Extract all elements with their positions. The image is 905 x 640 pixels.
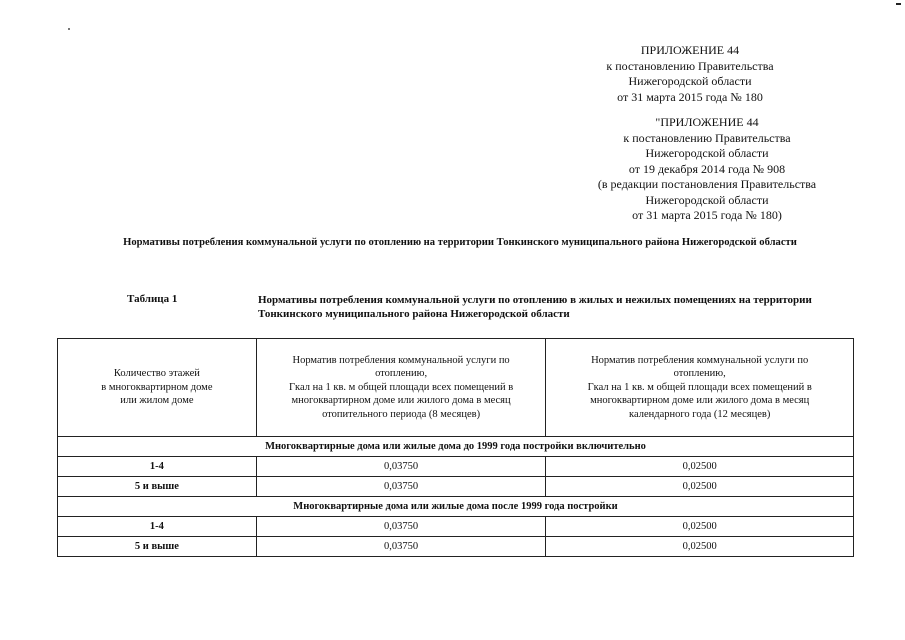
calendar-year-value: 0,02500 [546, 517, 854, 537]
header-heating-period-norm [256, 339, 546, 437]
scan-speck [896, 3, 901, 5]
header-line: календарного года (12 месяцев) [629, 408, 771, 420]
section-title: Многоквартирные дома или жилые дома до 1999 года постройки включительно [58, 437, 854, 457]
calendar-year-value: 0,02500 [546, 457, 854, 477]
header-line: или жилом доме [120, 395, 194, 407]
section-row [58, 497, 854, 517]
appendix-line: от 31 марта 2015 года № 180) [632, 208, 782, 222]
header-line: отопительного периода (8 месяцев) [322, 408, 481, 420]
appendix-line: ПРИЛОЖЕНИЕ 44 [640, 43, 740, 57]
appendix-line: Нижегородской области [645, 192, 769, 207]
scan-speck [68, 28, 70, 30]
norms-table [57, 338, 854, 557]
header-line: Гкал на 1 кв. м общей площади всех помещений в [587, 381, 812, 393]
appendix-line: (в редакции постановления Правительства [597, 177, 817, 191]
header-line: Норматив потребления коммунальной услуги по [292, 354, 510, 366]
appendix-line: "ПРИЛОЖЕНИЕ 44 [655, 115, 759, 129]
table-row [58, 477, 854, 497]
document-title: Нормативы потребления коммунальной услуги по отоплению на территории Тонкинского муниципального района Нижегородской области [123, 237, 797, 248]
header-line: в многоквартирном доме [101, 381, 213, 393]
heating-period-value: 0,03750 [256, 477, 546, 497]
table-label: Таблица 1 [127, 293, 178, 305]
header-line: многоквартирном доме или жилого дома в месяц [291, 395, 511, 407]
section-row [58, 437, 854, 457]
table-row [58, 517, 854, 537]
table-header-row [58, 339, 854, 437]
header-line: Количество этажей [113, 368, 200, 380]
heating-period-value: 0,03750 [256, 537, 546, 557]
appendix-header-current [600, 43, 780, 105]
calendar-year-value: 0,02500 [546, 537, 854, 557]
appendix-line: Нижегородской области [645, 146, 769, 160]
appendix-line: к постановлению Правительства [623, 130, 791, 145]
header-floors [58, 339, 257, 437]
appendix-line: к постановлению Правительства [606, 58, 774, 73]
header-line: Гкал на 1 кв. м общей площади всех помещений в [288, 381, 514, 393]
table-caption: Нормативы потребления коммунальной услуги по отоплению в жилых и нежилых помещениях на территории Тонкинского муниципального района Нижегородской области [258, 294, 812, 320]
table-row [58, 457, 854, 477]
header-calendar-year-norm [546, 339, 854, 437]
floors-cell: 5 и выше [58, 537, 257, 557]
header-line: отоплению, [375, 368, 428, 380]
table-row [58, 537, 854, 557]
appendix-line: от 31 марта 2015 года № 180 [617, 89, 763, 104]
appendix-header-quoted [582, 115, 832, 224]
floors-cell: 5 и выше [58, 477, 257, 497]
calendar-year-value: 0,02500 [546, 477, 854, 497]
appendix-line: от 19 декабря 2014 года № 908 [628, 161, 786, 176]
section-title: Многоквартирные дома или жилые дома после 1999 года постройки [58, 497, 854, 517]
appendix-line: Нижегородской области [628, 74, 752, 88]
floors-cell: 1-4 [58, 457, 257, 477]
header-line: многоквартирном доме или жилого дома в месяц [590, 395, 810, 407]
floors-cell: 1-4 [58, 517, 257, 537]
heating-period-value: 0,03750 [256, 457, 546, 477]
heating-period-value: 0,03750 [256, 517, 546, 537]
header-line: отоплению, [673, 368, 726, 380]
header-line: Норматив потребления коммунальной услуги по [591, 354, 809, 366]
